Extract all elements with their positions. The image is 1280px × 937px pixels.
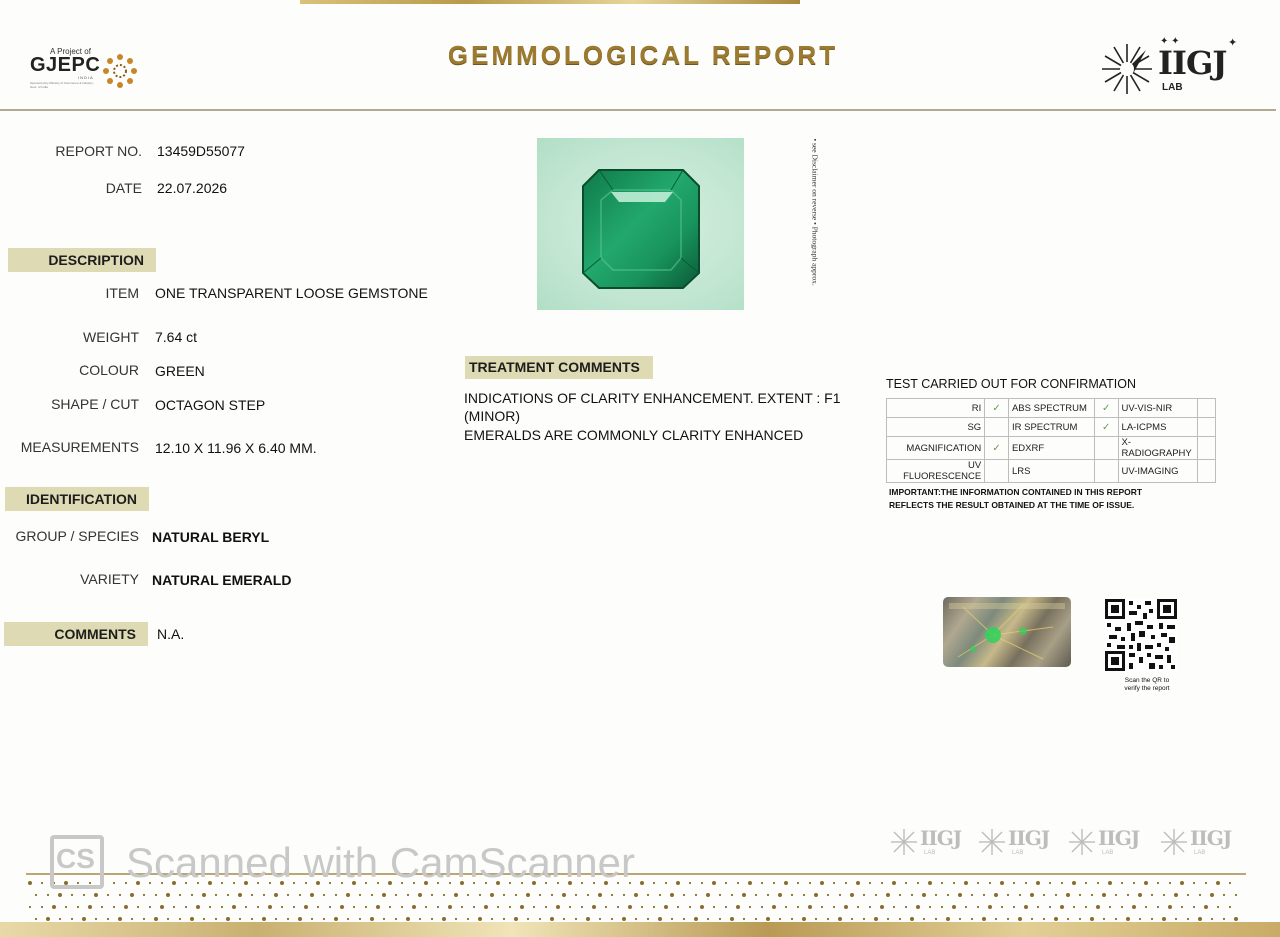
report-no-label: REPORT NO.: [55, 143, 142, 159]
report-title: GEMMOLOGICAL REPORT: [447, 40, 839, 70]
top-decorative-strip: [300, 0, 800, 4]
identification-heading: IDENTIFICATION: [5, 487, 149, 511]
description-heading: DESCRIPTION: [8, 248, 156, 272]
gjepc-tagline: A Project of: [50, 47, 91, 56]
test-name: MAGNIFICATION: [887, 437, 985, 460]
mini-burst-icon: [890, 828, 918, 856]
treatment-line-1: INDICATIONS OF CLARITY ENHANCEMENT. EXTENT : F1: [464, 390, 841, 406]
test-name: X-RADIOGRAPHY: [1118, 437, 1198, 460]
variety-value: NATURAL EMERALD: [152, 572, 292, 588]
test-name: UV-IMAGING: [1118, 460, 1198, 483]
weight-value: 7.64 ct: [155, 329, 198, 345]
comments-value: N.A.: [157, 626, 185, 642]
table-row: [887, 460, 1216, 483]
test-name: LA-ICPMS: [1118, 418, 1198, 437]
emerald-image: [537, 138, 744, 310]
bottom-decorative-strip: [0, 922, 1280, 937]
camscanner-text: Scanned with CamScanner: [126, 839, 635, 886]
group-species-value: NATURAL BERYL: [152, 529, 270, 545]
test-name: IR SPECTRUM: [1008, 418, 1094, 437]
iigj-stars-icon: ✦ ✦: [1160, 36, 1180, 47]
gjepc-name: GJEPC: [30, 54, 101, 76]
gemstone-photo: [537, 138, 744, 310]
test-name: ABS SPECTRUM: [1008, 399, 1094, 418]
important-note: IMPORTANT:THE INFORMATION CONTAINED IN THIS REPORT REFLECTS THE RESULT OBTAINED AT THE TIME OF ISSUE.: [889, 487, 1143, 510]
shape-label: SHAPE / CUT: [51, 396, 139, 412]
test-name: SG: [887, 418, 985, 437]
iigj-burst-icon: [1100, 42, 1154, 96]
check-icon: [985, 418, 1009, 437]
check-icon: ✓: [1094, 418, 1118, 437]
table-row: [887, 418, 1216, 437]
test-name: RI: [887, 399, 985, 418]
hologram-seal: [943, 597, 1071, 667]
colour-value: GREEN: [155, 363, 205, 379]
tests-title: TEST CARRIED OUT FOR CONFIRMATION: [886, 377, 1137, 391]
treatment-line-2: (MINOR): [464, 408, 520, 424]
check-icon: [1094, 460, 1118, 483]
item-value: ONE TRANSPARENT LOOSE GEMSTONE: [155, 285, 428, 301]
iigj-name: IIGJ: [1158, 44, 1227, 82]
footer-logos: [890, 826, 1250, 860]
test-name: UV-VIS-NIR: [1118, 399, 1198, 418]
iigj-lab: LAB: [1162, 82, 1183, 93]
qr-code[interactable]: [1105, 599, 1177, 671]
test-name: EDXRF: [1008, 437, 1094, 460]
check-icon: ✓: [1094, 399, 1118, 418]
gjepc-india: INDIA: [78, 75, 94, 80]
weight-label: WEIGHT: [83, 329, 139, 345]
measurements-label: MEASUREMENTS: [20, 439, 139, 455]
check-icon: [985, 460, 1009, 483]
variety-label: VARIETY: [80, 571, 139, 587]
test-name: UV FLUORESCENCE: [887, 460, 985, 483]
date-label: DATE: [105, 180, 142, 196]
camscanner-badge: CS: [56, 843, 95, 874]
table-row: [887, 437, 1216, 460]
tests-table: [886, 398, 1216, 483]
treatment-heading: TREATMENT COMMENTS: [465, 356, 653, 379]
colour-label: COLOUR: [79, 362, 139, 378]
check-icon: [1094, 437, 1118, 460]
treatment-line-3: EMERALDS ARE COMMONLY CLARITY ENHANCED: [464, 427, 804, 443]
table-row: [887, 399, 1216, 418]
photo-disclaimer: • see Disclaimer on reverse • Photograph approx.: [810, 138, 820, 286]
mini-iigj-logo: IIGJ LAB: [978, 826, 1062, 860]
mini-burst-icon: [1068, 828, 1096, 856]
test-name: LRS: [1008, 460, 1094, 483]
camscanner-watermark: [50, 835, 690, 893]
group-species-label: GROUP / SPECIES: [15, 528, 139, 544]
iigj-star-icon: ✦: [1228, 37, 1238, 49]
mini-burst-icon: [978, 828, 1006, 856]
shape-value: OCTAGON STEP: [155, 397, 266, 413]
mini-iigj-logo: IIGJ LAB: [1160, 826, 1244, 860]
mini-iigj-logo: IIGJ LAB: [890, 826, 974, 860]
check-icon: ✓: [985, 437, 1009, 460]
iigj-logo: [1100, 36, 1250, 102]
check-icon: ✓: [985, 399, 1009, 418]
header-divider: [0, 109, 1276, 111]
report-no-value: 13459D55077: [157, 143, 245, 159]
date-value: 22.07.2026: [157, 180, 228, 196]
hologram-pattern-icon: [943, 597, 1071, 667]
mini-burst-icon: [1160, 828, 1188, 856]
measurements-value: 12.10 X 11.96 X 6.40 MM.: [155, 440, 317, 456]
item-label: ITEM: [105, 285, 139, 301]
gjepc-subtitle: Sponsored by Ministry of Commerce & Industry, Govt. of India: [30, 81, 94, 89]
comments-heading: COMMENTS: [4, 622, 148, 646]
mini-iigj-logo: IIGJ LAB: [1068, 826, 1152, 860]
qr-caption: Scan the QR to verify the report: [1124, 677, 1170, 692]
